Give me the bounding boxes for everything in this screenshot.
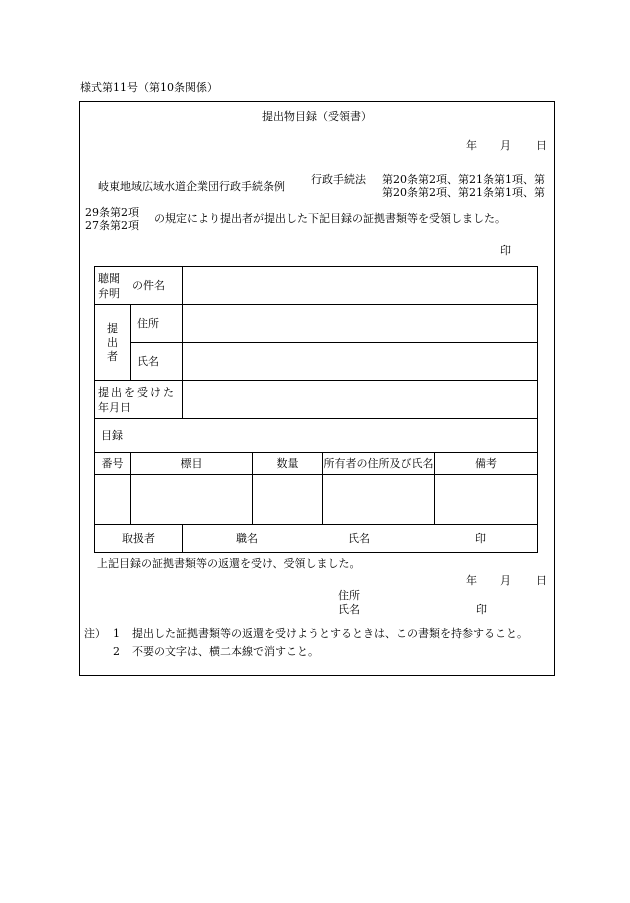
document-title: 提出物目録（受領書） [262,110,372,123]
case-name-label [95,267,183,305]
col-quantity: 数量 [253,453,323,475]
return-date-year: 年 [466,574,477,587]
note-2-text: 不要の文字は、横二本線で消すこと。 [132,645,319,658]
handler-seal-mark: 印 [475,532,486,545]
catalog-header-row [95,453,538,475]
return-seal-mark: 印 [476,603,487,616]
notes-label: 注） [84,627,106,640]
catalog-row [95,419,538,453]
received-date-label: 提出を受けた 年月日 [95,381,183,419]
law-name: 行政手続法 [311,173,366,186]
case-name-row [95,267,538,305]
law-refs-line2: 第20条第2項、第21条第1項、第 [382,186,545,199]
submitter-label: 提出者 [95,305,131,381]
entry-owner-field[interactable] [323,475,435,525]
name-label: 氏名 [131,343,183,381]
submitter-name-row [95,343,538,381]
received-date-field[interactable] [183,381,538,419]
return-date-month: 月 [500,574,511,587]
position-label: 職名 [236,532,258,545]
ref-article-29: 29条第2項 [85,206,139,219]
received-date-row [95,381,538,419]
return-address-label: 住所 [338,589,360,602]
return-name-label: 氏名 [338,603,360,616]
entry-number-field[interactable] [95,475,131,525]
entry-remarks-field[interactable] [435,475,538,525]
explanation-label: 弁明 [98,286,120,300]
handler-label: 取扱者 [95,525,183,553]
catalog-table [94,266,538,553]
return-date-day: 日 [536,574,547,587]
law-refs-line1: 第20条第2項、第21条第1項、第 [382,173,545,186]
case-name-field[interactable] [183,267,538,305]
col-owner: 所有者の住所及び氏名 [323,453,435,475]
col-remarks: 備考 [435,453,538,475]
case-name-suffix: の件名 [132,279,165,292]
submitter-address-field[interactable] [183,305,538,343]
note-1-number: 1 [113,627,120,640]
hearing-label: 聴聞 [98,271,120,285]
note-2-number: 2 [113,645,120,658]
catalog-label: 目録 [95,419,538,453]
catalog-entry-row [95,475,538,525]
entry-title-field[interactable] [131,475,253,525]
date-day: 日 [536,139,547,152]
submitter-name-field[interactable] [183,343,538,381]
address-label: 住所 [131,305,183,343]
note-1-text: 提出した証拠書類等の返還を受けようとするときは、この書類を持参すること。 [132,627,528,640]
col-number: 番号 [95,453,131,475]
form-number: 様式第11号（第10条関係） [80,81,218,94]
receipt-statement: の規定により提出者が提出した下記目録の証拠書類等を受領しました。 [154,212,506,225]
ordinance-name: 岐東地域広域水道企業団行政手続条例 [98,180,285,193]
date-year: 年 [466,139,477,152]
seal-mark: 印 [500,244,511,257]
submitter-address-row [95,305,538,343]
ref-article-27: 27条第2項 [85,219,139,232]
handler-row [95,525,538,553]
col-title: 標目 [131,453,253,475]
handler-name-label: 氏名 [348,532,370,545]
date-month: 月 [500,139,511,152]
handler-field[interactable] [183,525,538,553]
return-statement: 上記目録の証拠書類等の返還を受け、受領しました。 [97,557,361,570]
entry-quantity-field[interactable] [253,475,323,525]
